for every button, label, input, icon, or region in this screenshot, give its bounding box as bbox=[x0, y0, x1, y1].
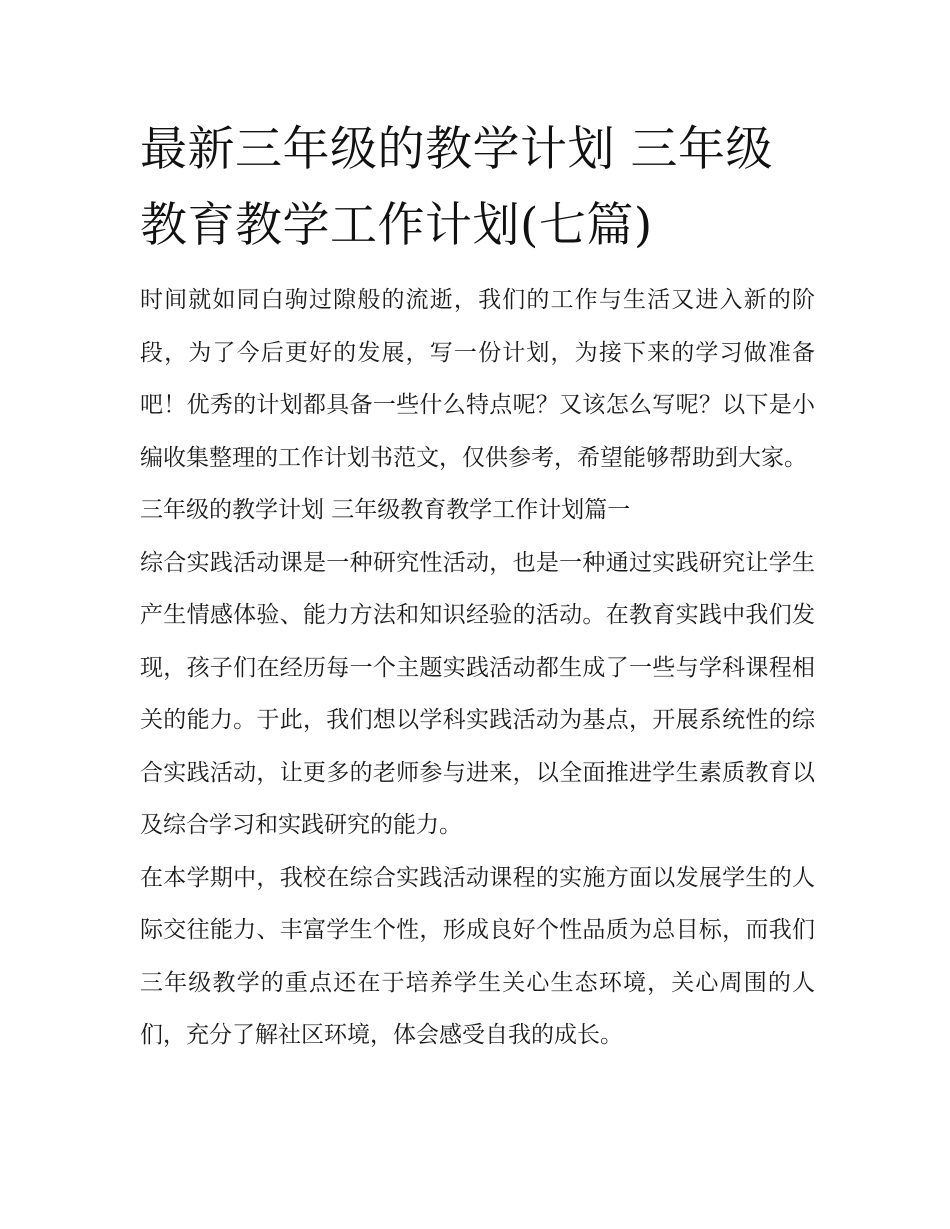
intro-paragraph: 时间就如同白驹过隙般的流逝，我们的工作与生活又进入新的阶段，为了今后更好的发展，写一份计划，为接下来的学习做准备吧！优秀的计划都具备一些什么特点呢？又该怎么写呢？以下是小编收集整理的工作计划书范文，仅供参考，希望能够帮助到大家。 bbox=[140, 287, 815, 471]
body-paragraph-1: 综合实践活动课是一种研究性活动，也是一种通过实践研究让学生产生情感体验、能力方法和知识经验的活动。在教育实践中我们发现，孩子们在经历每一个主题实践活动都生成了一些与学科课程相关的能力。于此，我们想以学科实践活动为基点，开展系统性的综合实践活动，让更多的老师参与进来，以全面推进学生素质教育以及综合学习和实践研究的能力。 bbox=[140, 549, 815, 838]
document-content bbox=[140, 112, 815, 1062]
document-title: 最新三年级的教学计划 三年级教育教学工作计划(七篇) bbox=[140, 122, 773, 253]
document-body bbox=[140, 274, 815, 1062]
body-paragraph-2: 在本学期中，我校在综合实践活动课程的实施方面以发展学生的人际交往能力、丰富学生个性，形成良好个性品质为总目标，而我们三年级教学的重点还在于培养学生关心生态环境，关心周围的人们，充分了解社区环境，体会感受自我的成长。 bbox=[140, 864, 815, 1048]
section-heading: 三年级的教学计划 三年级教育教学工作计划篇一 bbox=[140, 497, 631, 523]
